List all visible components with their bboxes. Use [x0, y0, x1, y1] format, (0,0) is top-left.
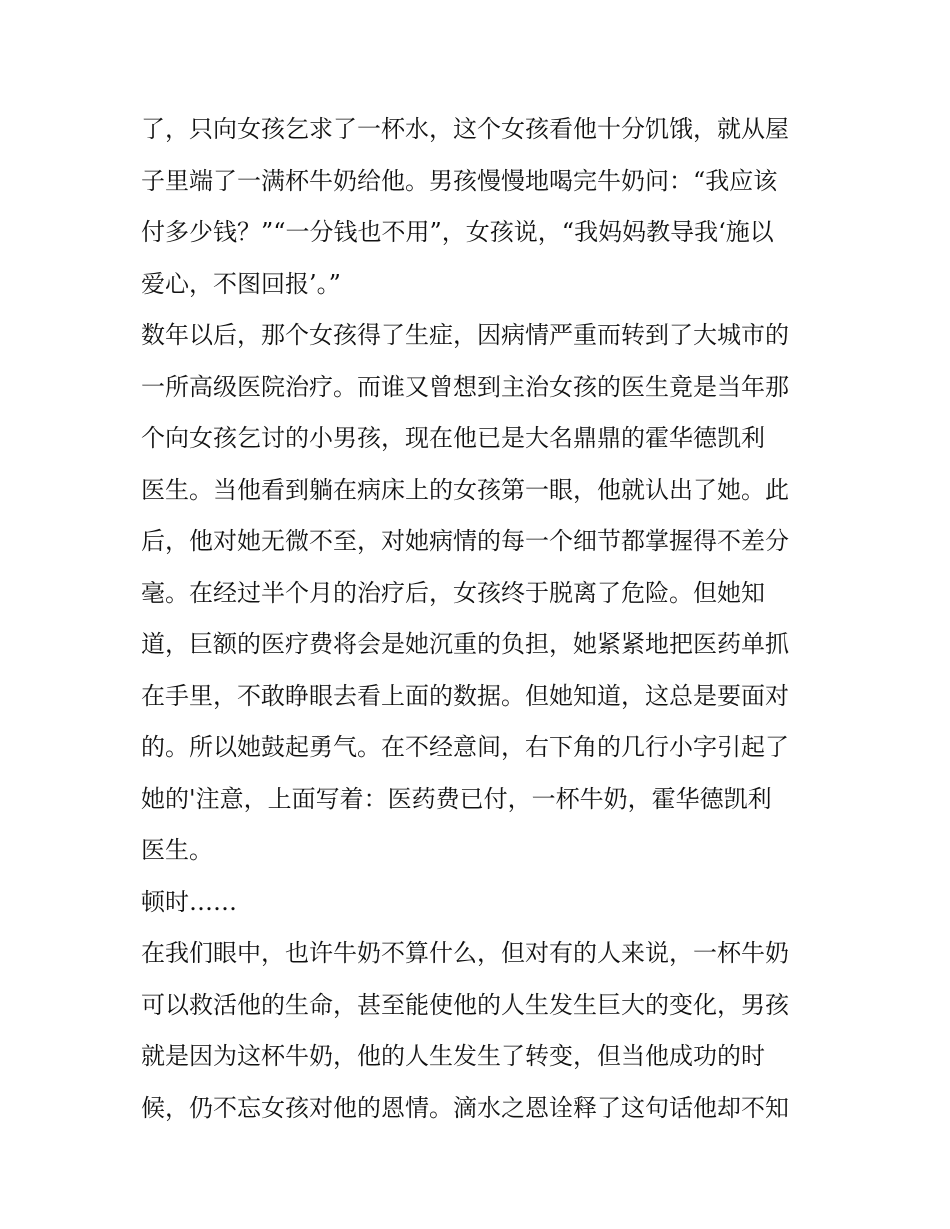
text-line: 子里端了一满杯牛奶给他。男孩慢慢地喝完牛奶问：“我应该	[141, 166, 778, 195]
text-line: 她的'注意，上面写着：医药费已付，一杯牛奶，霍华德凯利	[141, 784, 772, 813]
text-line: 一所高级医院治疗。而谁又曾想到主治女孩的医生竟是当年那	[141, 372, 789, 401]
text-line: 的。所以她鼓起勇气。在不经意间，右下角的几行小字引起了	[141, 733, 789, 761]
text-line: 个向女孩乞讨的小男孩，现在他已是大名鼎鼎的霍华德凯利	[141, 424, 765, 452]
text-line: 道，巨额的医疗费将会是她沉重的负担，她紧紧地把医药单抓	[141, 630, 789, 658]
text-line: 毫。在经过半个月的治疗后，女孩终于脱离了危险。但她知	[141, 578, 765, 607]
text-line: 付多少钱？”“一分钱也不用”，女孩说，“我妈妈教导我‘施以	[141, 218, 774, 246]
text-line: 在我们眼中，也许牛奶不算什么，但对有的人来说，一杯牛奶	[141, 939, 789, 967]
text-line: 了，只向女孩乞求了一杯水，这个女孩看他十分饥饿，就从屋	[141, 115, 789, 143]
text-line: 顿时……	[141, 887, 237, 916]
text-line: 后，他对她无微不至，对她病情的每一个细节都掌握得不差分	[141, 527, 789, 555]
text-line: 爱心，不图回报’。”	[141, 269, 341, 298]
text-line: 可以救活他的生命，甚至能使他的人生发生巨大的变化，男孩	[141, 990, 789, 1019]
text-line: 数年以后，那个女孩得了生症，因病情严重而转到了大城市的	[141, 321, 789, 349]
document-body	[141, 104, 813, 1134]
text-line: 医生。当他看到躺在病床上的女孩第一眼，他就认出了她。此	[141, 475, 789, 504]
text-line: 候，仍不忘女孩对他的恩情。滴水之恩诠释了这句话他却不知	[141, 1093, 789, 1122]
text-line: 医生。	[141, 836, 213, 864]
text-line: 在手里，不敢睁眼去看上面的数据。但她知道，这总是要面对	[141, 681, 789, 710]
text-line: 就是因为这杯牛奶，他的人生发生了转变，但当他成功的时	[141, 1042, 765, 1070]
